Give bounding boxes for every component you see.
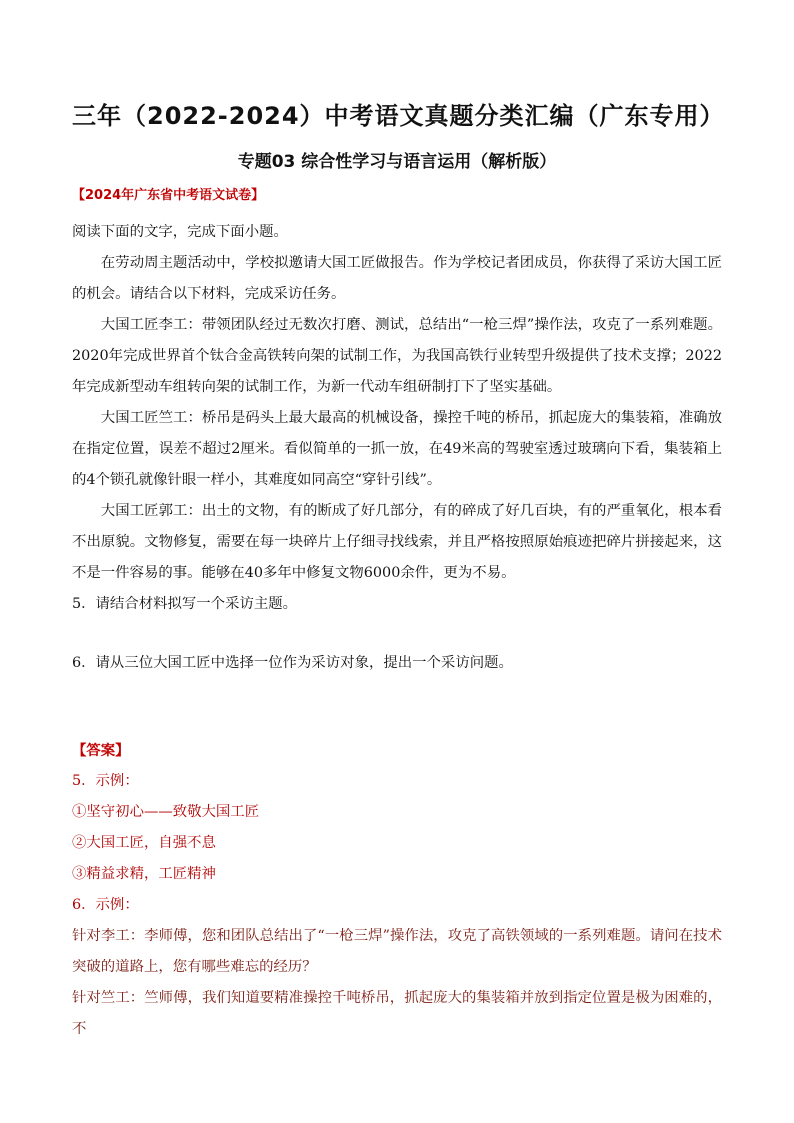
question-5: 5．请结合材料拟写一个采访主题。 — [72, 596, 298, 612]
document-title: 三年（2022-2024）中考语文真题分类汇编（广东专用） — [72, 102, 725, 130]
passage-paragraph-1: 在劳动周主题活动中，学校拟邀请大国工匠做报告。作为学校记者团成员，你获得了采访大国工匠的机会。请结合以下材料，完成采访任务。 — [72, 255, 722, 302]
answer-6-li: 针对李工：李师傅，您和团队总结出了“一枪三焊”操作法，攻克了高铁领域的一系列难题。请问在技术突破的道路上，您有哪些难忘的经历？ — [72, 928, 722, 975]
answer-space-6 — [72, 679, 722, 735]
answer-5-heading: 5．示例： — [72, 773, 139, 789]
answer-5-item: ③精益求精，工匠精神 — [72, 866, 216, 882]
passage-intro: 阅读下面的文字，完成下面小题。 — [72, 224, 288, 240]
exam-source-label: 【2024年广东省中考语文试卷】 — [72, 188, 265, 203]
passage-paragraph-guo: 大国工匠郭工：出土的文物，有的断成了好几部分，有的碎成了好几百块，有的严重氧化，根本看不出原貌。文物修复，需要在每一块碎片上仔细寻找线索，并且严格按照原始痕迹把碎片拼接起来，这不是一件容易的事。能够在40多年中修复文物6000余件，更为不易。 — [72, 503, 722, 581]
document-subtitle: 专题03 综合性学习与语言运用（解析版） — [237, 152, 557, 172]
answer-label: 【答案】 — [72, 742, 130, 759]
question-6: 6．请从三位大国工匠中选择一位作为采访对象，提出一个采访问题。 — [72, 655, 513, 671]
passage-paragraph-li: 大国工匠李工：带领团队经过无数次打磨、测试，总结出“一枪三焊”操作法，攻克了一系列难题。2020年完成世界首个钛合金高铁转向架的试制工作，为我国高铁行业转型升级提供了技术支撑；2022年完成新型动车组转向架的试制工作，为新一代动车组研制打下了坚实基础。 — [72, 317, 722, 395]
answer-6-zhu: 针对竺工：竺师傅，我们知道要精准操控千吨桥吊，抓起庞大的集装箱并放到指定位置是极为困难的，不 — [72, 990, 722, 1037]
answer-6-heading: 6．示例： — [72, 897, 139, 913]
answer-space-5 — [72, 620, 722, 648]
answer-5-item: ①坚守初心——致敬大国工匠 — [72, 804, 260, 820]
passage-paragraph-zhu: 大国工匠竺工：桥吊是码头上最大最高的机械设备，操控千吨的桥吊，抓起庞大的集装箱，准确放在指定位置，误差不超过2厘米。看似简单的一抓一放，在49米高的驾驶室透过玻璃向下看，集装箱上的4个锁孔就像针眼一样小，其难度如同高空“穿针引线”。 — [72, 410, 722, 488]
answer-5-item: ②大国工匠，自强不息 — [72, 835, 216, 851]
